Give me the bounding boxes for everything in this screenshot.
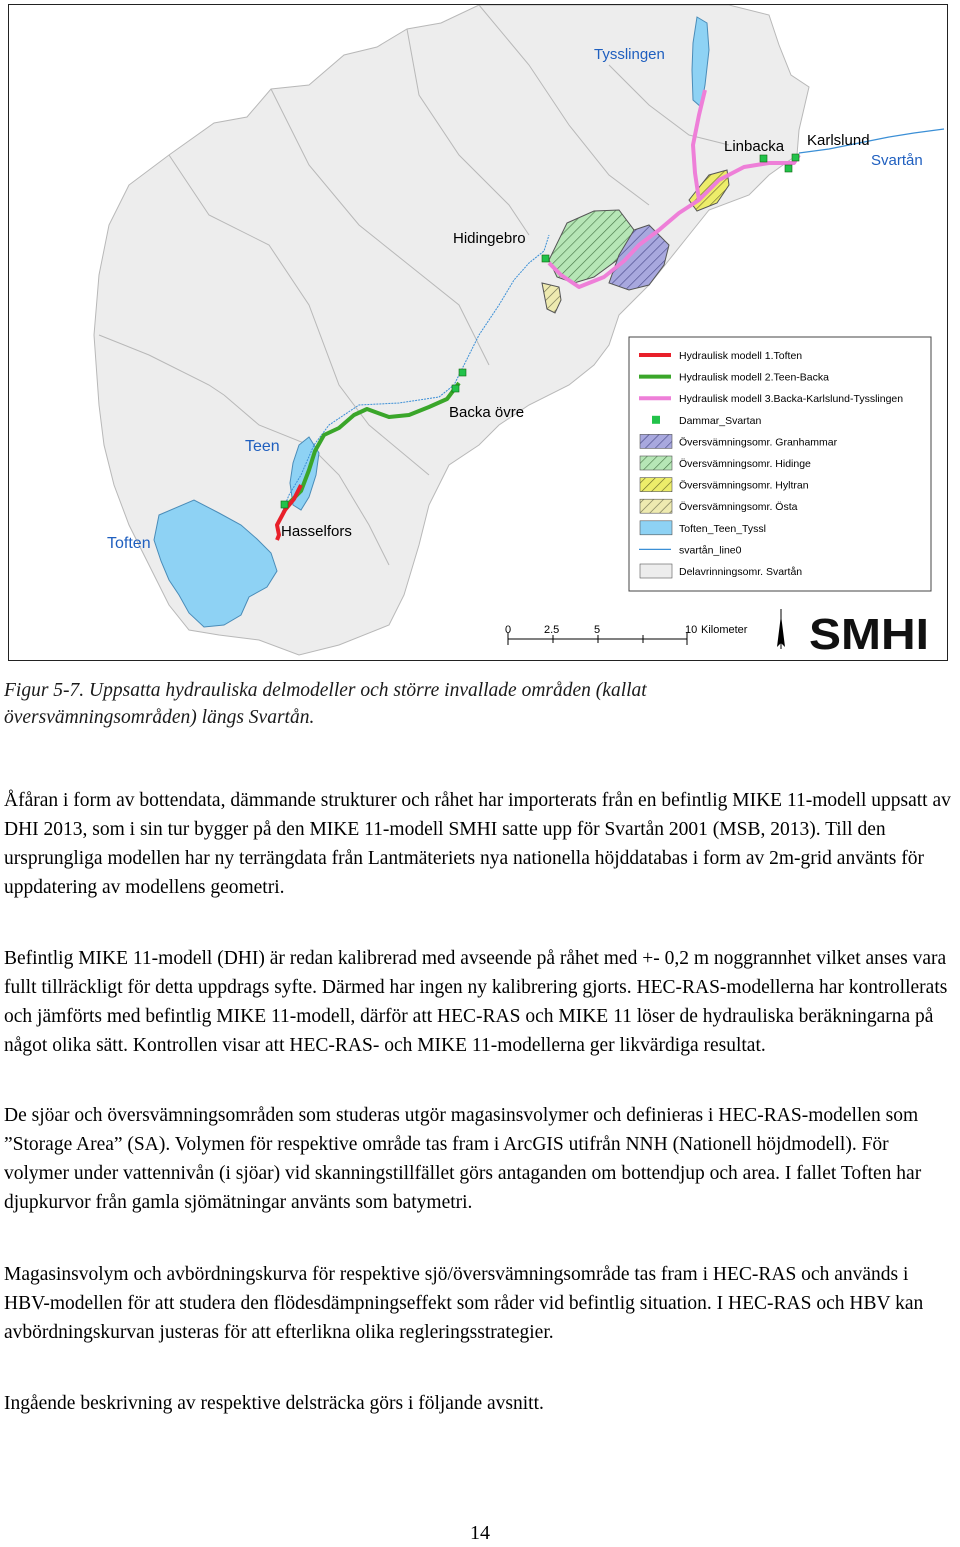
paragraph-5: Ingående beskrivning av respektive delsträcka görs i följande avsnitt. bbox=[4, 1393, 544, 1414]
legend-item bbox=[640, 478, 809, 492]
legend-item bbox=[640, 564, 802, 578]
scale-tick: 5 bbox=[594, 624, 601, 636]
legend-label: Hydraulisk modell 1.Toften bbox=[679, 350, 803, 362]
label-tysslingen: Tysslingen bbox=[594, 46, 665, 63]
legend-label: Toften_Teen_Tyssl bbox=[679, 522, 766, 535]
scale-unit: Kilometer bbox=[701, 624, 748, 636]
label-linbacka: Linbacka bbox=[724, 138, 785, 155]
label-toften: Toften bbox=[107, 535, 151, 552]
legend-symbol bbox=[640, 564, 672, 578]
dam-marker bbox=[760, 155, 767, 162]
scale-tick: 10 bbox=[685, 624, 698, 636]
north-arrow-icon bbox=[777, 609, 785, 649]
map-legend bbox=[629, 337, 931, 591]
dam-marker bbox=[542, 255, 549, 262]
legend-item bbox=[640, 434, 838, 448]
legend-label: Delavrinningsomr. Svartån bbox=[679, 566, 803, 578]
legend-label: Översvämningsomr. Hidinge bbox=[679, 458, 811, 470]
dam-marker bbox=[792, 154, 799, 161]
smhi-logo: SMHI bbox=[809, 610, 929, 659]
legend-label: Hydraulisk modell 2.Teen-Backa bbox=[679, 371, 829, 384]
label-backa-ovre: Backa övre bbox=[449, 404, 525, 421]
paragraph-3: De sjöar och översvämningsområden som studeras utgör magasinsvolymer och definieras i HEC-RAS-modellen som ”Storage Area” (SA). Volymen för respektive område tas fram i ArcGIS utifrån NNH (Nationell höjdmodell). För volymer under vattennivån (i sjöar) vid skanningstillfället görs antaganden om bottendjup och area. I fallet Toften har djupkurvor från gamla sjömätningar använts som batymetri. bbox=[4, 1105, 922, 1213]
legend-symbol bbox=[640, 456, 672, 470]
scale-tick: 0 bbox=[505, 624, 512, 636]
label-hasselfors: Hasselfors bbox=[281, 523, 352, 540]
map-figure bbox=[8, 4, 948, 661]
scale-tick: 2.5 bbox=[544, 624, 560, 636]
label-hidingebro: Hidingebro bbox=[453, 230, 526, 247]
legend-label: svartån_line0 bbox=[679, 544, 742, 557]
legend-symbol bbox=[640, 478, 672, 492]
legend-item bbox=[640, 499, 798, 513]
paragraph-4: Magasinsvolym och avbördningskurva för respektive sjö/översvämningsområde tas fram i HEC-RAS och används i HBV-modellen för att studera den flödesdämpningseffekt som råder vid befintlig situation. I HEC-RAS och HBV kan avbördningskurvan justeras för att efterlikna olika regleringsstrategier. bbox=[4, 1264, 924, 1343]
dam-marker bbox=[459, 369, 466, 376]
legend-item bbox=[640, 521, 766, 535]
legend-symbol bbox=[640, 434, 672, 448]
legend-symbol bbox=[640, 521, 672, 535]
dam-marker bbox=[785, 165, 792, 172]
caption-line: översvämningsområden) längs Svartån. bbox=[4, 707, 315, 728]
caption-line: Figur 5-7. Uppsatta hydrauliska delmodeller och större invallade områden (kallat bbox=[4, 680, 647, 701]
legend-label: Översvämningsomr. Granhammar bbox=[679, 436, 838, 449]
legend-label: Hydraulisk modell 3.Backa-Karlslund-Tysslingen bbox=[679, 393, 904, 406]
legend-symbol bbox=[652, 416, 660, 424]
page-number: 14 bbox=[470, 1522, 490, 1544]
legend-label: Översvämningsomr. Östa bbox=[679, 501, 798, 514]
scale-bar bbox=[505, 624, 748, 645]
label-teen: Teen bbox=[245, 438, 280, 455]
label-svartan: Svartån bbox=[871, 152, 923, 169]
dam-marker bbox=[281, 501, 288, 508]
legend-symbol bbox=[640, 499, 672, 513]
label-karlslund: Karlslund bbox=[807, 132, 870, 149]
legend-item bbox=[639, 393, 903, 405]
paragraph-2: Befintlig MIKE 11-modell (DHI) är redan kalibrerad med avseende på råhet med +- 0,2 m noggrannhet vilket anses vara fullt tillräckligt för detta uppdrags syfte. Därmed har ingen ny kalibrering gjorts. HEC-RAS-modellerna har kontrollerats och jämförts med befintlig MIKE 11-modell, därför att HEC-RAS och MIKE 11 löser de hydrauliska beräkningarna på något olika sätt. Kontrollen visar att HEC-RAS- och MIKE 11-modellerna ger likvärdiga resultat. bbox=[4, 948, 948, 1056]
paragraph-1: Åfåran i form av bottendata, dämmande strukturer och råhet har importerats från en befintlig MIKE 11-modell uppsatt av DHI 2013, som i sin tur bygger på den MIKE 11-modell SMHI satte upp för Svartån 2001 (MSB, 2013). Till den ursprungliga modellen har ny terrängdata från Lantmäteriets nya nationella höjddatabas i form av 2m-grid använts för uppdatering av modellens geometri. bbox=[4, 790, 951, 898]
dam-marker bbox=[452, 385, 459, 392]
legend-label: Dammar_Svartan bbox=[679, 414, 762, 427]
legend-item bbox=[640, 456, 811, 470]
legend-label: Översvämningsomr. Hyltran bbox=[679, 479, 809, 492]
figure-caption bbox=[4, 677, 944, 731]
